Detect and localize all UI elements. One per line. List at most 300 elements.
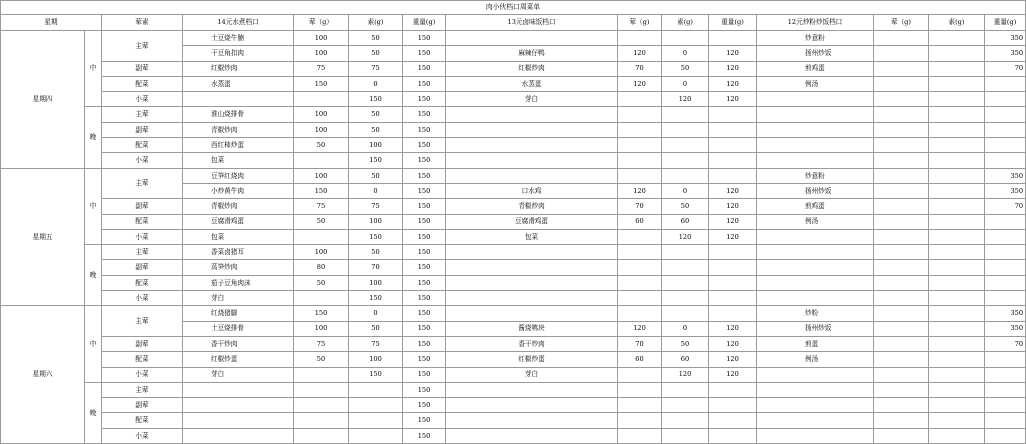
stall1-weight: 150 bbox=[403, 291, 446, 306]
empty-cell bbox=[985, 398, 1026, 413]
stall2-weight: 120 bbox=[709, 321, 757, 336]
stall1-meat: 75 bbox=[294, 336, 349, 351]
stall1-weight: 150 bbox=[403, 92, 446, 107]
menu-row bbox=[1, 31, 1026, 46]
stall2-veg: 120 bbox=[662, 92, 709, 107]
stall1-weight: 150 bbox=[403, 31, 446, 46]
stall3-veg bbox=[929, 76, 985, 91]
stall3-meat bbox=[874, 336, 929, 351]
day-label: 星期五 bbox=[1, 168, 85, 306]
stall3-meat bbox=[874, 168, 929, 183]
dish-type: 主荤 bbox=[102, 382, 183, 397]
stall2-meat: 120 bbox=[618, 321, 662, 336]
stall1-veg: 50 bbox=[349, 321, 403, 336]
stall3-weight bbox=[985, 214, 1026, 229]
empty-cell bbox=[662, 291, 709, 306]
stall1-veg: 150 bbox=[349, 367, 403, 382]
dish-type: 副荤 bbox=[102, 122, 183, 137]
stall3-meat bbox=[874, 321, 929, 336]
stall1-veg: 50 bbox=[349, 122, 403, 137]
stall2-veg: 0 bbox=[662, 46, 709, 61]
stall1-veg: 75 bbox=[349, 199, 403, 214]
stall1-meat bbox=[294, 229, 349, 244]
stall1-meat bbox=[294, 291, 349, 306]
empty-cell bbox=[757, 260, 874, 275]
stall3-weight: 350 bbox=[985, 306, 1026, 321]
header-day: 星期 bbox=[1, 15, 102, 31]
dish-type: 配菜 bbox=[102, 413, 183, 428]
stall1-veg: 50 bbox=[349, 245, 403, 260]
stall3-weight: 350 bbox=[985, 183, 1026, 198]
stall1-veg bbox=[349, 398, 403, 413]
stall1-veg: 100 bbox=[349, 138, 403, 153]
stall3-weight: 350 bbox=[985, 31, 1026, 46]
empty-cell bbox=[709, 398, 757, 413]
meal-dinner-label: 晚 bbox=[85, 245, 102, 306]
stall1-weight: 150 bbox=[403, 321, 446, 336]
stall2-dish bbox=[446, 306, 618, 321]
empty-cell bbox=[446, 122, 618, 137]
menu-row bbox=[1, 260, 1026, 275]
stall2-meat bbox=[618, 367, 662, 382]
stall1-meat: 150 bbox=[294, 76, 349, 91]
stall1-veg bbox=[349, 428, 403, 443]
stall1-weight: 150 bbox=[403, 260, 446, 275]
stall1-veg: 75 bbox=[349, 336, 403, 351]
empty-cell bbox=[874, 275, 929, 290]
stall3-dish: 炒粉 bbox=[757, 306, 874, 321]
stall1-meat: 100 bbox=[294, 168, 349, 183]
stall1-dish bbox=[183, 92, 294, 107]
stall3-veg bbox=[929, 61, 985, 76]
empty-cell bbox=[874, 428, 929, 443]
empty-cell bbox=[709, 245, 757, 260]
empty-cell bbox=[929, 153, 985, 168]
stall1-dish: 水蒸蛋 bbox=[183, 76, 294, 91]
empty-cell bbox=[446, 245, 618, 260]
menu-row bbox=[1, 138, 1026, 153]
stall1-weight: 150 bbox=[403, 61, 446, 76]
empty-cell bbox=[985, 122, 1026, 137]
stall1-dish: 红椒炒蛋 bbox=[183, 352, 294, 367]
stall1-dish: 青椒炒肉 bbox=[183, 122, 294, 137]
dish-type: 配菜 bbox=[102, 275, 183, 290]
empty-cell bbox=[709, 260, 757, 275]
dish-type: 主荤 bbox=[102, 31, 183, 62]
menu-title: 肉小伙档口周菜单 bbox=[1, 1, 1026, 15]
menu-row bbox=[1, 229, 1026, 244]
header-stall1: 14元水煮档口 bbox=[183, 15, 294, 31]
stall3-meat bbox=[874, 183, 929, 198]
stall3-veg bbox=[929, 336, 985, 351]
stall1-veg: 50 bbox=[349, 31, 403, 46]
stall1-veg: 50 bbox=[349, 107, 403, 122]
menu-row bbox=[1, 382, 1026, 397]
stall2-dish: 酱烧鸭块 bbox=[446, 321, 618, 336]
stall1-dish: 香干炒肉 bbox=[183, 336, 294, 351]
stall2-dish: 豆腐滑鸡蛋 bbox=[446, 214, 618, 229]
dish-type: 小菜 bbox=[102, 428, 183, 443]
stall2-dish: 口水鸡 bbox=[446, 183, 618, 198]
stall1-meat: 50 bbox=[294, 352, 349, 367]
empty-cell bbox=[662, 107, 709, 122]
meal-lunch-label: 中 bbox=[85, 31, 102, 107]
stall3-dish: 扬州炒饭 bbox=[757, 183, 874, 198]
empty-cell bbox=[757, 398, 874, 413]
stall3-weight: 350 bbox=[985, 46, 1026, 61]
stall2-dish: 香干炒肉 bbox=[446, 336, 618, 351]
header-stall3: 12元炒粉炒饭档口 bbox=[757, 15, 874, 31]
header-veg: 素(g) bbox=[349, 15, 403, 31]
stall1-weight: 150 bbox=[403, 306, 446, 321]
dish-type: 配菜 bbox=[102, 352, 183, 367]
empty-cell bbox=[446, 382, 618, 397]
empty-cell bbox=[757, 138, 874, 153]
meal-dinner-label: 晚 bbox=[85, 107, 102, 168]
stall1-veg: 150 bbox=[349, 291, 403, 306]
stall3-meat bbox=[874, 76, 929, 91]
empty-cell bbox=[757, 153, 874, 168]
stall2-veg: 60 bbox=[662, 352, 709, 367]
stall3-dish: 例汤 bbox=[757, 76, 874, 91]
dish-type: 主荤 bbox=[102, 306, 183, 337]
stall1-weight: 150 bbox=[403, 245, 446, 260]
dish-type: 主荤 bbox=[102, 245, 183, 260]
stall2-weight: 120 bbox=[709, 229, 757, 244]
empty-cell bbox=[709, 122, 757, 137]
dish-type: 副荤 bbox=[102, 336, 183, 351]
empty-cell bbox=[757, 382, 874, 397]
empty-cell bbox=[618, 291, 662, 306]
meal-lunch-label: 中 bbox=[85, 306, 102, 382]
stall1-veg: 0 bbox=[349, 76, 403, 91]
menu-row bbox=[1, 107, 1026, 122]
stall1-veg: 0 bbox=[349, 306, 403, 321]
empty-cell bbox=[618, 275, 662, 290]
empty-cell bbox=[874, 153, 929, 168]
stall1-weight: 150 bbox=[403, 413, 446, 428]
dish-type: 副荤 bbox=[102, 260, 183, 275]
stall3-dish: 扬州炒饭 bbox=[757, 46, 874, 61]
menu-row bbox=[1, 76, 1026, 91]
stall3-weight: 70 bbox=[985, 199, 1026, 214]
stall2-veg: 50 bbox=[662, 199, 709, 214]
empty-cell bbox=[985, 153, 1026, 168]
empty-cell bbox=[929, 107, 985, 122]
stall1-dish bbox=[183, 428, 294, 443]
stall1-meat: 100 bbox=[294, 245, 349, 260]
stall3-veg bbox=[929, 367, 985, 382]
stall1-meat: 100 bbox=[294, 122, 349, 137]
empty-cell bbox=[709, 428, 757, 443]
empty-cell bbox=[929, 138, 985, 153]
stall2-weight: 120 bbox=[709, 46, 757, 61]
menu-row bbox=[1, 199, 1026, 214]
empty-cell bbox=[985, 245, 1026, 260]
header-weight: 重量(g) bbox=[403, 15, 446, 31]
menu-row bbox=[1, 352, 1026, 367]
empty-cell bbox=[929, 398, 985, 413]
empty-cell bbox=[662, 275, 709, 290]
stall2-veg bbox=[662, 306, 709, 321]
stall2-meat bbox=[618, 168, 662, 183]
stall1-meat: 50 bbox=[294, 214, 349, 229]
empty-cell bbox=[618, 245, 662, 260]
stall2-weight bbox=[709, 31, 757, 46]
stall3-dish: 扬州炒饭 bbox=[757, 321, 874, 336]
stall1-meat: 100 bbox=[294, 321, 349, 336]
empty-cell bbox=[709, 413, 757, 428]
stall1-dish bbox=[183, 382, 294, 397]
stall2-dish bbox=[446, 168, 618, 183]
stall1-dish: 土豆烧牛腩 bbox=[183, 31, 294, 46]
empty-cell bbox=[618, 428, 662, 443]
stall2-veg: 0 bbox=[662, 183, 709, 198]
stall1-veg: 100 bbox=[349, 275, 403, 290]
empty-cell bbox=[618, 107, 662, 122]
menu-row bbox=[1, 122, 1026, 137]
stall1-veg: 150 bbox=[349, 153, 403, 168]
stall1-weight: 150 bbox=[403, 153, 446, 168]
stall1-dish: 芽白 bbox=[183, 367, 294, 382]
stall1-meat: 75 bbox=[294, 61, 349, 76]
empty-cell bbox=[662, 260, 709, 275]
stall2-dish: 青椒炒肉 bbox=[446, 199, 618, 214]
empty-cell bbox=[618, 122, 662, 137]
stall1-dish: 包菜 bbox=[183, 153, 294, 168]
empty-cell bbox=[757, 291, 874, 306]
empty-cell bbox=[618, 153, 662, 168]
stall1-weight: 150 bbox=[403, 214, 446, 229]
empty-cell bbox=[446, 428, 618, 443]
stall1-weight: 150 bbox=[403, 398, 446, 413]
stall1-meat bbox=[294, 428, 349, 443]
stall1-dish: 淮山烧排骨 bbox=[183, 107, 294, 122]
stall3-dish: 煎鸡蛋 bbox=[757, 199, 874, 214]
empty-cell bbox=[446, 153, 618, 168]
stall2-meat bbox=[618, 306, 662, 321]
empty-cell bbox=[446, 107, 618, 122]
empty-cell bbox=[618, 138, 662, 153]
stall1-meat bbox=[294, 153, 349, 168]
empty-cell bbox=[446, 260, 618, 275]
stall2-dish bbox=[446, 31, 618, 46]
empty-cell bbox=[709, 275, 757, 290]
stall3-weight bbox=[985, 352, 1026, 367]
stall1-dish: 香菜卤猪耳 bbox=[183, 245, 294, 260]
dish-type: 副荤 bbox=[102, 199, 183, 214]
stall1-weight: 150 bbox=[403, 367, 446, 382]
empty-cell bbox=[985, 382, 1026, 397]
empty-cell bbox=[929, 413, 985, 428]
stall3-weight bbox=[985, 229, 1026, 244]
empty-cell bbox=[985, 428, 1026, 443]
empty-cell bbox=[618, 398, 662, 413]
stall1-dish: 红椒炒肉 bbox=[183, 61, 294, 76]
stall1-veg: 70 bbox=[349, 260, 403, 275]
stall2-meat: 120 bbox=[618, 46, 662, 61]
stall1-weight: 150 bbox=[403, 382, 446, 397]
empty-cell bbox=[874, 122, 929, 137]
empty-cell bbox=[662, 245, 709, 260]
stall3-meat bbox=[874, 229, 929, 244]
stall2-dish: 红椒炒肉 bbox=[446, 61, 618, 76]
stall3-dish: 炒意粉 bbox=[757, 31, 874, 46]
stall3-meat bbox=[874, 367, 929, 382]
header-stall2: 13元卤味饭档口 bbox=[446, 15, 618, 31]
stall2-veg: 50 bbox=[662, 61, 709, 76]
empty-cell bbox=[662, 428, 709, 443]
dish-type: 副荤 bbox=[102, 61, 183, 76]
stall1-weight: 150 bbox=[403, 428, 446, 443]
stall1-veg: 100 bbox=[349, 214, 403, 229]
header-veg2: 素(g) bbox=[662, 15, 709, 31]
menu-row bbox=[1, 398, 1026, 413]
stall1-dish: 包菜 bbox=[183, 229, 294, 244]
stall3-dish bbox=[757, 229, 874, 244]
stall2-weight: 120 bbox=[709, 367, 757, 382]
stall1-meat: 50 bbox=[294, 138, 349, 153]
stall2-dish: 麻辣仔鸭 bbox=[446, 46, 618, 61]
stall1-weight: 150 bbox=[403, 183, 446, 198]
stall1-meat: 50 bbox=[294, 275, 349, 290]
menu-row bbox=[1, 245, 1026, 260]
stall2-veg bbox=[662, 31, 709, 46]
stall1-weight: 150 bbox=[403, 168, 446, 183]
stall1-dish bbox=[183, 398, 294, 413]
empty-cell bbox=[929, 260, 985, 275]
stall2-meat: 70 bbox=[618, 336, 662, 351]
stall1-veg: 150 bbox=[349, 92, 403, 107]
stall2-weight bbox=[709, 306, 757, 321]
stall3-meat bbox=[874, 306, 929, 321]
stall3-meat bbox=[874, 199, 929, 214]
empty-cell bbox=[985, 275, 1026, 290]
stall2-dish: 芽白 bbox=[446, 92, 618, 107]
stall1-weight: 150 bbox=[403, 107, 446, 122]
stall2-dish: 包菜 bbox=[446, 229, 618, 244]
menu-row bbox=[1, 275, 1026, 290]
empty-cell bbox=[709, 138, 757, 153]
stall1-weight: 150 bbox=[403, 199, 446, 214]
stall3-weight bbox=[985, 76, 1026, 91]
stall1-dish: 芽白 bbox=[183, 291, 294, 306]
header-meat3: 荤（g) bbox=[874, 15, 929, 31]
stall2-meat: 60 bbox=[618, 352, 662, 367]
menu-row bbox=[1, 168, 1026, 183]
stall2-weight: 120 bbox=[709, 183, 757, 198]
stall3-veg bbox=[929, 229, 985, 244]
empty-cell bbox=[757, 413, 874, 428]
stall1-meat: 80 bbox=[294, 260, 349, 275]
empty-cell bbox=[446, 413, 618, 428]
stall1-weight: 150 bbox=[403, 122, 446, 137]
empty-cell bbox=[662, 382, 709, 397]
empty-cell bbox=[757, 245, 874, 260]
header-meat: 荤（g） bbox=[294, 15, 349, 31]
empty-cell bbox=[874, 107, 929, 122]
stall2-weight: 120 bbox=[709, 76, 757, 91]
stall1-meat: 100 bbox=[294, 31, 349, 46]
dish-type: 小菜 bbox=[102, 229, 183, 244]
stall1-weight: 150 bbox=[403, 275, 446, 290]
menu-row bbox=[1, 92, 1026, 107]
stall2-meat: 70 bbox=[618, 199, 662, 214]
empty-cell bbox=[662, 413, 709, 428]
stall1-dish: 豆笋红烧肉 bbox=[183, 168, 294, 183]
dish-type: 小菜 bbox=[102, 367, 183, 382]
empty-cell bbox=[985, 260, 1026, 275]
stall2-veg: 50 bbox=[662, 336, 709, 351]
empty-cell bbox=[874, 413, 929, 428]
stall1-weight: 150 bbox=[403, 229, 446, 244]
stall2-dish: 水蒸蛋 bbox=[446, 76, 618, 91]
empty-cell bbox=[985, 413, 1026, 428]
stall3-weight: 350 bbox=[985, 321, 1026, 336]
header-meat2: 荤（g) bbox=[618, 15, 662, 31]
meal-dinner-label: 晚 bbox=[85, 382, 102, 443]
stall1-veg bbox=[349, 382, 403, 397]
menu-row bbox=[1, 153, 1026, 168]
stall2-veg: 120 bbox=[662, 229, 709, 244]
empty-cell bbox=[929, 275, 985, 290]
stall1-meat: 150 bbox=[294, 306, 349, 321]
dish-type: 小菜 bbox=[102, 92, 183, 107]
stall1-weight: 150 bbox=[403, 138, 446, 153]
stall3-veg bbox=[929, 183, 985, 198]
dish-type: 副荤 bbox=[102, 398, 183, 413]
empty-cell bbox=[709, 291, 757, 306]
stall1-meat bbox=[294, 92, 349, 107]
header-veg3: 素(g) bbox=[929, 15, 985, 31]
header-weight2: 重量(g) bbox=[709, 15, 757, 31]
stall2-weight: 120 bbox=[709, 199, 757, 214]
menu-row bbox=[1, 306, 1026, 321]
stall3-weight bbox=[985, 92, 1026, 107]
stall1-meat: 75 bbox=[294, 199, 349, 214]
stall3-meat bbox=[874, 61, 929, 76]
stall3-dish: 煎蛋 bbox=[757, 336, 874, 351]
stall1-meat: 150 bbox=[294, 183, 349, 198]
dish-type: 主荤 bbox=[102, 107, 183, 122]
stall1-weight: 150 bbox=[403, 336, 446, 351]
stall2-veg bbox=[662, 168, 709, 183]
stall3-veg bbox=[929, 46, 985, 61]
empty-cell bbox=[662, 138, 709, 153]
stall1-dish: 西红柿炒蛋 bbox=[183, 138, 294, 153]
empty-cell bbox=[874, 398, 929, 413]
stall3-weight: 70 bbox=[985, 61, 1026, 76]
empty-cell bbox=[446, 291, 618, 306]
stall3-veg bbox=[929, 306, 985, 321]
stall2-weight: 120 bbox=[709, 61, 757, 76]
stall2-weight: 120 bbox=[709, 352, 757, 367]
empty-cell bbox=[874, 138, 929, 153]
empty-cell bbox=[929, 428, 985, 443]
stall3-veg bbox=[929, 214, 985, 229]
stall2-meat: 70 bbox=[618, 61, 662, 76]
empty-cell bbox=[662, 122, 709, 137]
empty-cell bbox=[929, 382, 985, 397]
stall2-meat: 60 bbox=[618, 214, 662, 229]
stall3-veg bbox=[929, 352, 985, 367]
stall1-veg: 75 bbox=[349, 61, 403, 76]
stall3-dish bbox=[757, 367, 874, 382]
empty-cell bbox=[709, 382, 757, 397]
stall3-weight: 350 bbox=[985, 168, 1026, 183]
header-dish-type: 荤素 bbox=[102, 15, 183, 31]
stall1-dish: 干豆角扣肉 bbox=[183, 46, 294, 61]
